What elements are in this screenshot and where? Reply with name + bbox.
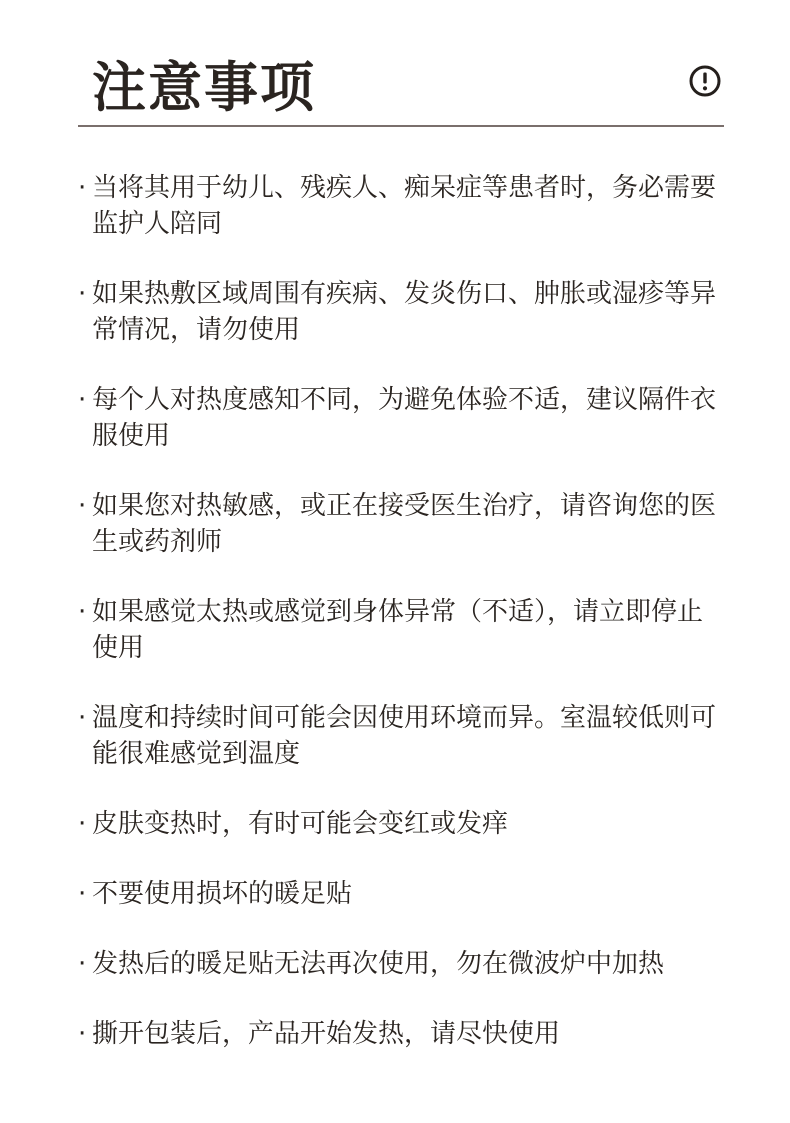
note-item (78, 946, 728, 982)
note-text: 皮肤变热时，有时可能会变红或发痒 (92, 809, 509, 839)
note-text: 如果热敷区域周围有疾病、发炎伤口、肿胀或湿疹等异常情况，请勿使用 (92, 279, 717, 345)
note-text: 温度和持续时间可能会因使用环境而异。室温较低则可能很难感觉到温度 (92, 703, 717, 769)
bullet: · (78, 385, 87, 415)
note-text: 不要使用损坏的暖足贴 (92, 879, 353, 909)
exclamation-circle-icon (688, 64, 722, 98)
note-text: 如果感觉太热或感觉到身体异常（不适），请立即停止使用 (92, 597, 704, 663)
notes-list (78, 170, 728, 1086)
bullet: · (78, 173, 87, 203)
note-text: 撕开包装后，产品开始发热，请尽快使用 (92, 1019, 561, 1049)
bullet: · (78, 279, 87, 309)
bullet: · (78, 1019, 87, 1049)
note-item (78, 700, 728, 772)
note-item (78, 170, 728, 242)
note-item (78, 488, 728, 560)
page-title: 注意事项 (92, 56, 316, 119)
note-text: 如果您对热敏感，或正在接受医生治疗，请咨询您的医生或药剂师 (92, 491, 717, 557)
note-item (78, 594, 728, 666)
bullet: · (78, 703, 87, 733)
bullet: · (78, 809, 87, 839)
bullet: · (78, 879, 87, 909)
note-item (78, 1016, 728, 1052)
note-text: 发热后的暖足贴无法再次使用，勿在微波炉中加热 (92, 949, 665, 979)
note-text: 每个人对热度感知不同，为避免体验不适，建议隔件衣服使用 (92, 385, 717, 451)
bullet: · (78, 949, 87, 979)
note-item (78, 276, 728, 348)
note-text: 当将其用于幼儿、残疾人、痴呆症等患者时，务必需要监护人陪同 (92, 173, 717, 239)
note-item (78, 382, 728, 454)
title-divider (78, 125, 724, 127)
bullet: · (78, 597, 87, 627)
bullet: · (78, 491, 87, 521)
note-item (78, 876, 728, 912)
note-item (78, 806, 728, 842)
